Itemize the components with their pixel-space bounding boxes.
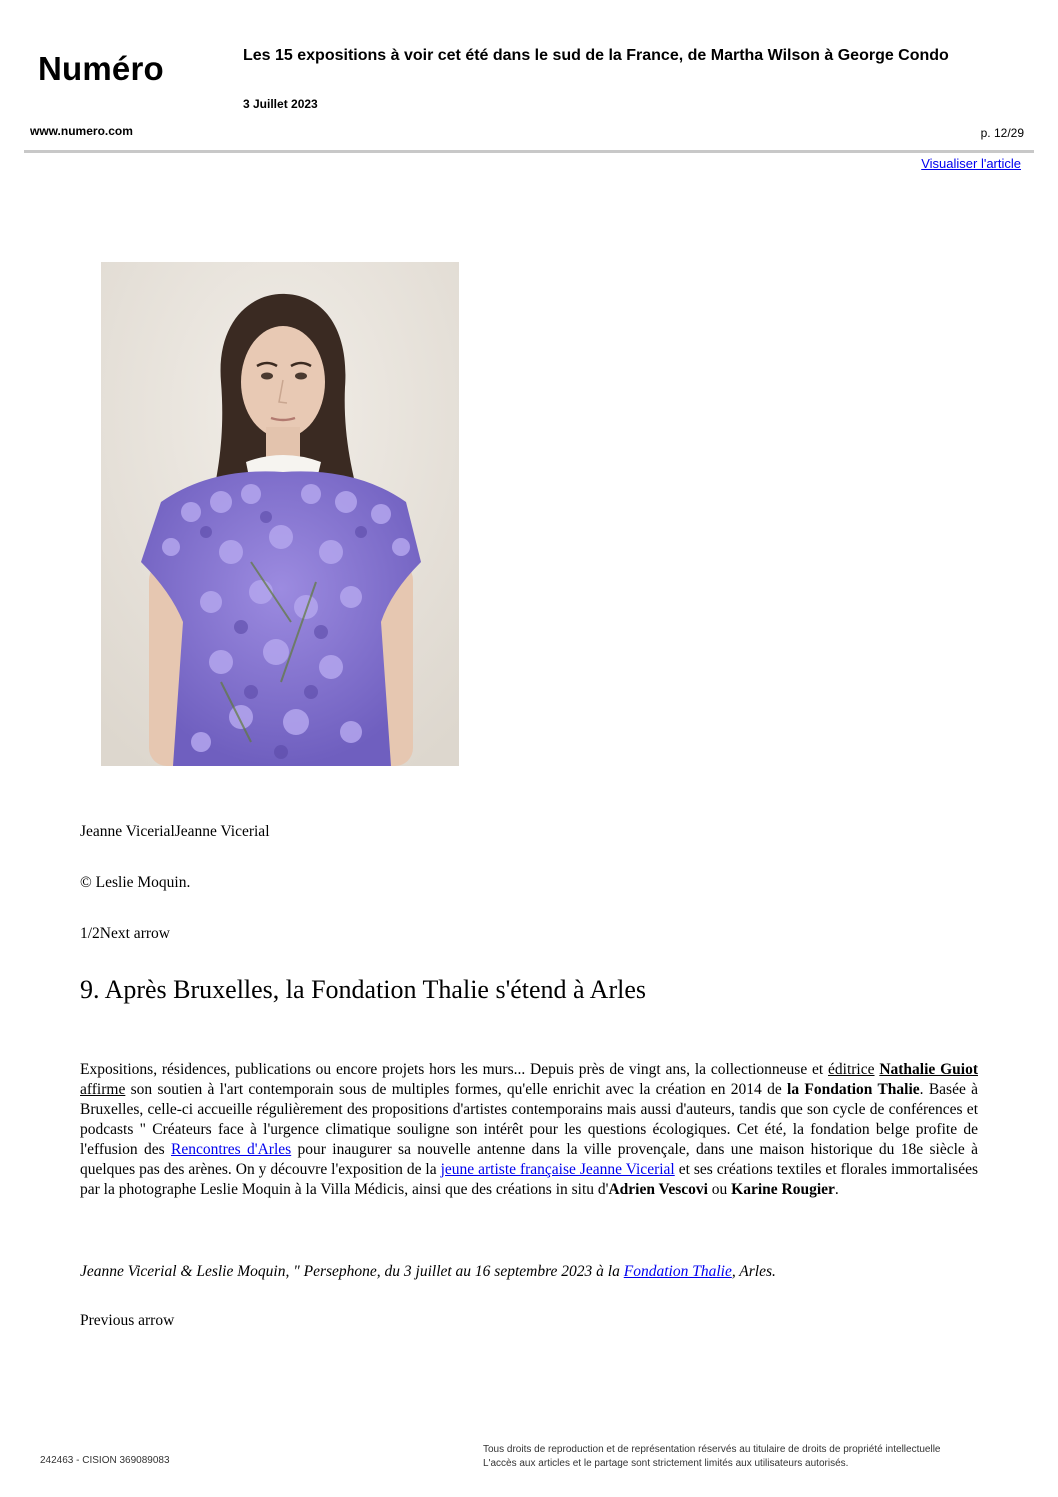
fondation-thalie-bold: la Fondation Thalie (787, 1081, 920, 1098)
article-paragraph (80, 1060, 978, 1200)
exhibition-end: , Arles. (731, 1263, 776, 1280)
paragraph-text: . (834, 1181, 839, 1198)
article-headline: Les 15 expositions à voir cet été dans le sud de la France, de Martha Wilson à George Condo (243, 47, 949, 64)
fondation-thalie-link[interactable]: Fondation Thalie (623, 1263, 732, 1280)
woman-wisteria-dress-image (101, 262, 459, 766)
publication-logo: Numéro (38, 50, 164, 87)
view-article-link[interactable]: Visualiser l'article (921, 156, 1021, 171)
paragraph-text: et ses créations textiles et florales immortalisées par la photographe Leslie Moquin à la Villa Médicis, ainsi que des créations in situ d' (80, 1161, 978, 1198)
paragraph-text: pour inaugurer sa nouvelle antenne dans la ville provençale, dans une maison historique du 18e siècle à quelques pas des arènes. On y découvre l'exposition de la (80, 1141, 979, 1178)
gallery-previous-control[interactable]: Previous arrow (80, 1312, 175, 1329)
section-title: 9. Après Bruxelles, la Fondation Thalie s'étend à Arles (80, 975, 646, 1004)
site-url: www.numero.com (30, 124, 133, 138)
gallery-next-control[interactable]: 1/2Next arrow (80, 925, 170, 942)
exhibition-info (80, 1263, 776, 1281)
rights-line-1: Tous droits de reproduction et de représentation réservés au titulaire de droits de propriété intellectuelle (483, 1444, 941, 1455)
photo-credit: © Leslie Moquin. (80, 874, 191, 891)
affirme-link[interactable]: affirme (80, 1081, 126, 1098)
exhibition-text: Jeanne Vicerial & Leslie Moquin, " Persephone, du 3 juillet au 16 septembre 2023 à la (80, 1263, 624, 1280)
photo-caption: Jeanne VicerialJeanne Vicerial (80, 823, 270, 840)
paragraph-text: ou (707, 1181, 732, 1198)
editrice-link[interactable]: éditrice (828, 1061, 875, 1078)
page-number: p. 12/29 (980, 126, 1024, 140)
rencontres-arles-link[interactable]: Rencontres d'Arles (170, 1141, 292, 1158)
paragraph-text: son soutien à l'art contemporain sous de multiples formes, qu'elle enrichit avec la création en 2014 de (125, 1081, 788, 1098)
rights-line-2: L'accès aux articles et le partage sont strictement limités aux utilisateurs autorisés. (483, 1458, 849, 1469)
footer-rights-notice (483, 1443, 941, 1471)
jeanne-vicerial-link[interactable]: jeune artiste française Jeanne Vicerial (440, 1161, 675, 1178)
karine-rougier-bold: Karine Rougier (731, 1181, 835, 1198)
article-date: 3 Juillet 2023 (243, 97, 318, 111)
header-divider (24, 150, 1034, 153)
adrien-vescovi-bold: Adrien Vescovi (608, 1181, 708, 1198)
article-photo (101, 262, 459, 766)
paragraph-text: Expositions, résidences, publications ou encore projets hors les murs... Depuis près de vingt ans, la collectionneuse et (80, 1061, 829, 1078)
footer-document-id: 242463 - CISION 369089083 (40, 1455, 170, 1466)
paragraph-text: . Basée à Bruxelles, celle-ci accueille régulièrement des propositions d'artistes contemporains mais aussi d'auteurs, tandis que son cycle de conférences et podcasts " Créateurs face à l'urgence climatique souligne son intérêt pour les questions écologiques. Cet été, la fondation belge profite de l'effusion des (80, 1081, 979, 1158)
nathalie-guiot-link[interactable]: Nathalie Guiot (879, 1061, 978, 1078)
